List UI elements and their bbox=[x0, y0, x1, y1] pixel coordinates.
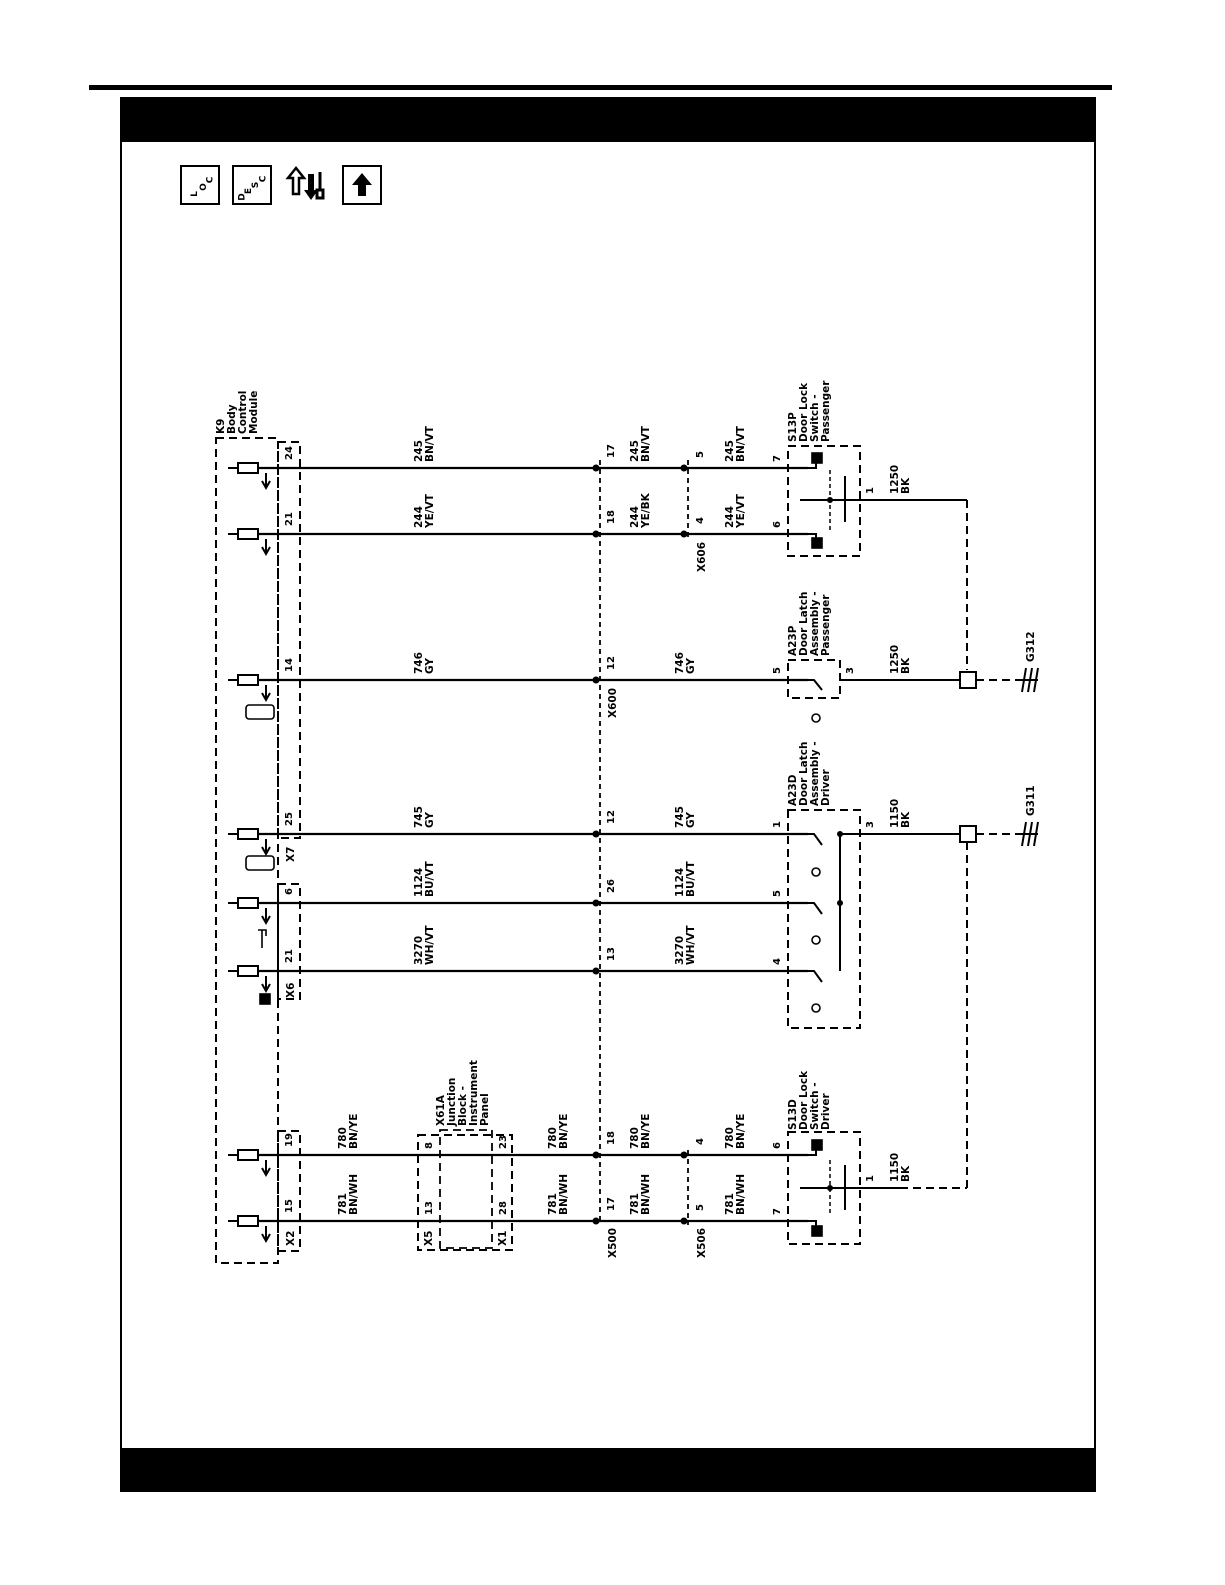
component-label-x61a: Panel bbox=[479, 1093, 491, 1126]
wire-color: BN/WH bbox=[640, 1174, 652, 1215]
wire-color: BN/VT bbox=[735, 426, 747, 462]
connector-label-x6: X6 bbox=[285, 982, 297, 998]
component-label-s13d: Driver bbox=[820, 1093, 832, 1130]
wire-color: WH/VT bbox=[424, 925, 436, 965]
component-label-a23p: Door Latch bbox=[798, 591, 810, 656]
wire-color: BK bbox=[900, 1165, 912, 1182]
component-label-a23d: A23D bbox=[787, 774, 799, 806]
wire-number: 1124 bbox=[413, 867, 425, 897]
wire-number: 245 bbox=[413, 440, 425, 462]
pin-label-a23d: 1 bbox=[772, 821, 783, 828]
pin-label-s13p: 1 bbox=[865, 487, 876, 494]
pin-label-x600: 18 bbox=[606, 510, 617, 524]
wire-color: BN/YE bbox=[640, 1113, 652, 1149]
wire-color: GY bbox=[685, 812, 697, 828]
door-ajar-icon bbox=[246, 705, 274, 719]
connector-label-x600: X600 bbox=[607, 687, 619, 718]
wire-number: 1150 bbox=[889, 1152, 901, 1182]
component-label-x61a: Block - bbox=[457, 1085, 469, 1126]
pin-label-x600: 26 bbox=[606, 879, 617, 893]
wire-color: YE/VT bbox=[424, 494, 436, 528]
component-label-s13d: Door Lock bbox=[798, 1070, 810, 1130]
wire-number: 745 bbox=[413, 806, 425, 828]
component-label-a23p: A23P bbox=[787, 625, 799, 656]
pin-label-a23d: 4 bbox=[772, 958, 783, 965]
pin-label-x600: 12 bbox=[606, 810, 617, 824]
component-label-x61a: Instrument bbox=[468, 1060, 480, 1126]
wire-color: WH/VT bbox=[685, 925, 697, 965]
connector-x7-outline bbox=[278, 442, 300, 838]
wire-color: BK bbox=[900, 657, 912, 674]
desc-letter: E bbox=[244, 187, 255, 195]
pin-label-x606: 4 bbox=[695, 517, 706, 524]
wire-number: 1250 bbox=[889, 464, 901, 494]
pin-label-k9: 6 bbox=[284, 888, 295, 895]
a23d-contact-1 bbox=[812, 868, 820, 876]
s13d-unlock-icon bbox=[812, 1226, 822, 1236]
door-ajar-driver-icon bbox=[246, 856, 274, 870]
a23d-contact-2 bbox=[812, 936, 820, 944]
wire-number: 1150 bbox=[889, 798, 901, 828]
wire-number: 1124 bbox=[674, 867, 686, 897]
pin-label-a23p: 5 bbox=[772, 667, 783, 674]
pin-label-k9: 19 bbox=[284, 1133, 295, 1147]
pin-label-k9: 15 bbox=[284, 1199, 295, 1213]
wire-color: BN/WH bbox=[558, 1174, 570, 1215]
wire-number: 746 bbox=[413, 652, 425, 674]
wire-color: GY bbox=[685, 658, 697, 674]
component-label-s13p: Door Lock bbox=[798, 382, 810, 442]
wire-number: 3270 bbox=[674, 935, 686, 965]
component-label-a23d: Assembly - bbox=[809, 741, 821, 806]
wire-number: 781 bbox=[547, 1193, 559, 1215]
pin-label-x506: 4 bbox=[695, 1138, 706, 1145]
lock-icon bbox=[260, 994, 270, 1004]
connector-label-x606: X606 bbox=[696, 541, 708, 572]
component-label-s13d: S13D bbox=[787, 1099, 799, 1130]
component-labels bbox=[215, 380, 1037, 1258]
key-icon bbox=[258, 930, 266, 948]
pin-label-x500: 17 bbox=[606, 1197, 617, 1211]
connector-label-x500: X500 bbox=[607, 1227, 619, 1258]
component-label-k9: Body bbox=[226, 404, 238, 434]
pin-label-k9: 21 bbox=[284, 949, 295, 963]
pin-label-k9: 21 bbox=[284, 512, 295, 526]
s13p-unlock-icon bbox=[812, 538, 822, 548]
pin-label-a23p: 3 bbox=[845, 667, 856, 674]
wire-number: 3270 bbox=[413, 935, 425, 965]
a23p-contact bbox=[812, 714, 820, 722]
connector-label-x2: X2 bbox=[285, 1230, 297, 1246]
pin-label-x600: 17 bbox=[606, 444, 617, 458]
wire-number: 781 bbox=[337, 1193, 349, 1215]
wire-number: 745 bbox=[674, 806, 686, 828]
component-label-s13p: S13P bbox=[787, 412, 799, 442]
wire-color: YE/BK bbox=[640, 493, 652, 528]
wire-color: BN/WH bbox=[348, 1174, 360, 1215]
wire-color: BN/WH bbox=[735, 1174, 747, 1215]
loc-letter: L bbox=[189, 191, 200, 197]
pin-label-a23d: 3 bbox=[865, 821, 876, 828]
component-label-s13p: Passenger bbox=[820, 380, 832, 442]
wire-number: 244 bbox=[629, 506, 641, 528]
component-label-s13p: Switch - bbox=[809, 394, 821, 442]
wire-number: 1250 bbox=[889, 644, 901, 674]
pin-label-x600: 12 bbox=[606, 656, 617, 670]
component-label-a23p: Passenger bbox=[820, 594, 832, 656]
wire-number: 245 bbox=[629, 440, 641, 462]
ground-g311-symbol bbox=[1020, 822, 1038, 846]
component-label-a23p: Assembly - bbox=[809, 591, 821, 656]
a23d-contact-3 bbox=[812, 1004, 820, 1012]
desc-letter: D bbox=[237, 193, 248, 201]
s13p-lock-icon bbox=[812, 453, 822, 463]
component-label-k9: Control bbox=[237, 390, 249, 434]
component-label-s13d: Switch - bbox=[809, 1082, 821, 1130]
wire-number: 244 bbox=[724, 506, 736, 528]
wire-color: BU/VT bbox=[685, 861, 697, 897]
connector-label-g312: G312 bbox=[1025, 631, 1037, 662]
pin-label-x600: 13 bbox=[606, 947, 617, 961]
wire-color: BK bbox=[900, 811, 912, 828]
ground-g312-symbol bbox=[1020, 668, 1038, 692]
wire-color: BN/YE bbox=[735, 1113, 747, 1149]
pin-label-x61a: 8 bbox=[424, 1142, 435, 1149]
wire-color: YE/VT bbox=[735, 494, 747, 528]
component-label-k9: Module bbox=[248, 390, 260, 434]
wire-number: 245 bbox=[724, 440, 736, 462]
wire-number: 781 bbox=[629, 1193, 641, 1215]
component-label-x61a: Junction bbox=[446, 1077, 458, 1126]
pin-label-k9: 24 bbox=[284, 446, 295, 460]
wire-number: 780 bbox=[547, 1127, 559, 1149]
connector-label-g311: G311 bbox=[1025, 785, 1037, 816]
wire-number: 781 bbox=[724, 1193, 736, 1215]
component-label-x61a: X61A bbox=[435, 1095, 447, 1126]
wire-color: BK bbox=[900, 477, 912, 494]
wire-color: GY bbox=[424, 658, 436, 674]
pin-label-k9: 25 bbox=[284, 812, 295, 826]
desc-letter: S bbox=[251, 181, 262, 189]
s13d-lock-icon bbox=[812, 1140, 822, 1150]
pin-label-s13d: 7 bbox=[772, 1208, 783, 1215]
loc-letter: O bbox=[198, 183, 209, 191]
wire-number: 746 bbox=[674, 652, 686, 674]
wire-color: GY bbox=[424, 812, 436, 828]
a23d-outline bbox=[788, 810, 860, 1028]
connector-label-x7: X7 bbox=[285, 846, 297, 862]
wire-number: 780 bbox=[337, 1127, 349, 1149]
loc-letter: C bbox=[205, 176, 216, 184]
wire-color: BN/YE bbox=[558, 1113, 570, 1149]
component-label-k9: K9 bbox=[215, 418, 227, 434]
pin-label-s13p: 6 bbox=[772, 521, 783, 528]
pin-label-s13p: 7 bbox=[772, 455, 783, 462]
splice-g311 bbox=[960, 826, 976, 842]
splice-g312 bbox=[960, 672, 976, 688]
component-label-a23d: Door Latch bbox=[798, 741, 810, 806]
pin-label-x506: 5 bbox=[695, 1204, 706, 1211]
pin-label-x61a: 28 bbox=[498, 1201, 509, 1215]
pin-label-a23d: 5 bbox=[772, 890, 783, 897]
pin-label-k9: 14 bbox=[284, 658, 295, 672]
wire-number: 780 bbox=[629, 1127, 641, 1149]
desc-letter: C bbox=[258, 175, 269, 183]
pin-label-s13d: 1 bbox=[865, 1175, 876, 1182]
wire-color: BN/VT bbox=[640, 426, 652, 462]
pin-label-x500: 18 bbox=[606, 1131, 617, 1145]
component-label-a23d: Driver bbox=[820, 769, 832, 806]
wire-color: BU/VT bbox=[424, 861, 436, 897]
pin-label-s13d: 6 bbox=[772, 1142, 783, 1149]
wire-number: 780 bbox=[724, 1127, 736, 1149]
connector-label-x506: X506 bbox=[696, 1227, 708, 1258]
pin-label-x61a: 13 bbox=[424, 1201, 435, 1215]
connector-x6-outline bbox=[278, 884, 300, 999]
connector-label-x1: X1 bbox=[497, 1230, 509, 1246]
wire-color: BN/VT bbox=[424, 426, 436, 462]
connector-label-x5: X5 bbox=[423, 1230, 435, 1246]
wire-number: 244 bbox=[413, 506, 425, 528]
junction-block-inner-outline bbox=[440, 1130, 492, 1248]
wire-color: BN/YE bbox=[348, 1113, 360, 1149]
pin-label-x606: 5 bbox=[695, 451, 706, 458]
pin-label-x61a: 23 bbox=[498, 1135, 509, 1149]
